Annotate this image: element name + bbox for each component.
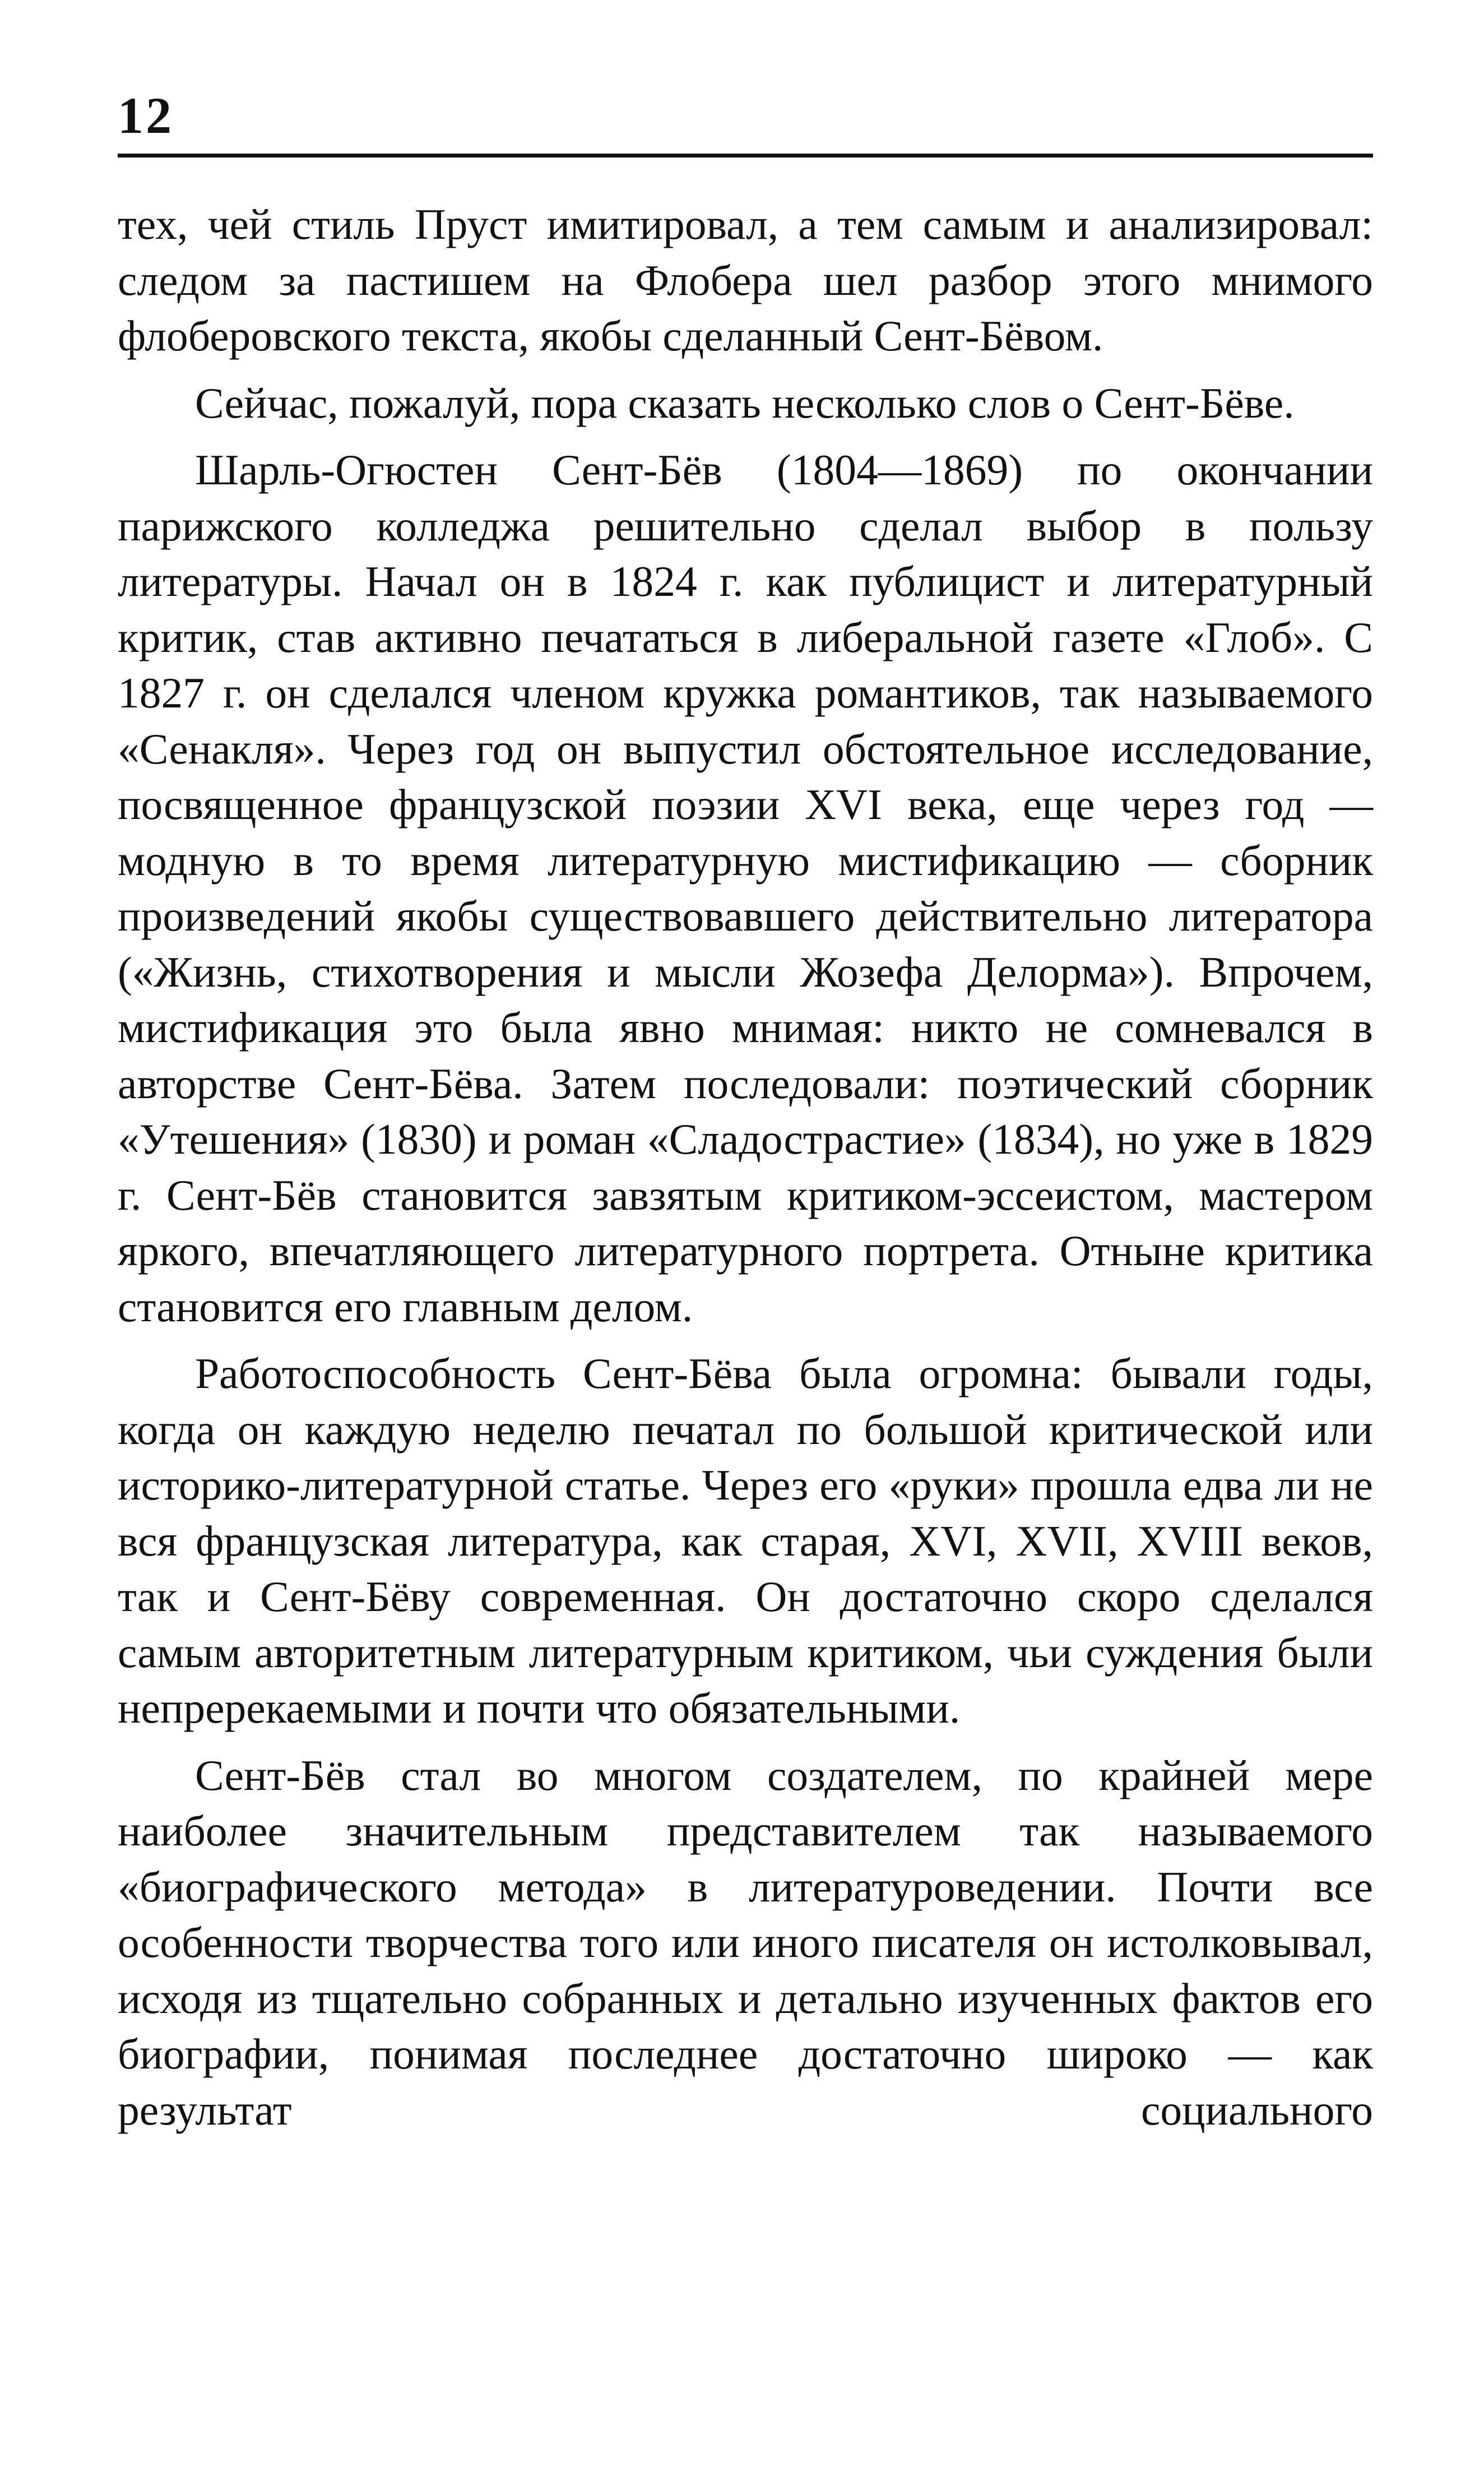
- body-text: [118, 197, 1373, 2138]
- paragraph-continuation: тех, чей стиль Пруст имитировал, а тем самым и анализировал: следом за пастишем на Флобера шел разбор этого мнимого флоберовского текста, якобы сделанный Сент-Бёвом.: [118, 200, 1373, 360]
- page-number: 12: [118, 87, 174, 144]
- book-page: [118, 87, 1373, 2149]
- paragraph: Сейчас, пожалуй, пора сказать несколько слов о Сент-Бёве.: [195, 378, 1295, 427]
- paragraph: Сент-Бёв стал во многом создателем, по крайней мере наиболее значительным представителем так называемого «биографического метода» в литературоведении. Почти все особенности творчества того или иного писателя он истолковывал, исходя из тщательно собранных и детально изученных фактов его биографии, понимая последнее достаточно широко — как результат социального: [118, 1751, 1373, 2134]
- header-rule: [118, 154, 1373, 158]
- paragraph: Работоспособность Сент-Бёва была огромна: бывали годы, когда он каждую неделю печатал по большой критической или историко-литературной статье. Через его «руки» прошла едва ли не вся французская литература, как старая, XVI, XVII, XVIII веков, так и Сент-Бёву современная. Он достаточно скоро сделался самым авторитетным литературным критиком, чьи суждения были непререкаемыми и почти что обязательными.: [118, 1349, 1373, 1732]
- paragraph: Шарль-Огюстен Сент-Бёв (1804—1869) по окончании парижского колледжа решительно сделал выбор в пользу литературы. Начал он в 1824 г. как публицист и литературный критик, став активно печататься в либеральной газете «Глоб». С 1827 г. он сделался членом кружка романтиков, так называемого «Сенакля». Через год он выпустил обстоятельное исследование, посвященное французской поэзии XVI века, еще через год — модную в то время литературную мистификацию — сборник произведений якобы существовавшего действительно литератора («Жизнь, стихотворения и мысли Жозефа Делорма»). Впрочем, мистификация это была явно мнимая: никто не сомневался в авторстве Сент-Бёва. Затем последовали: поэтический сборник «Утешения» (1830) и роман «Сладострастие» (1834), но уже в 1829 г. Сент-Бёв становится завзятым критиком-эссеистом, мастером яркого, впечатляющего литературного портрета. Отныне критика становится его главным делом.: [118, 446, 1373, 1331]
